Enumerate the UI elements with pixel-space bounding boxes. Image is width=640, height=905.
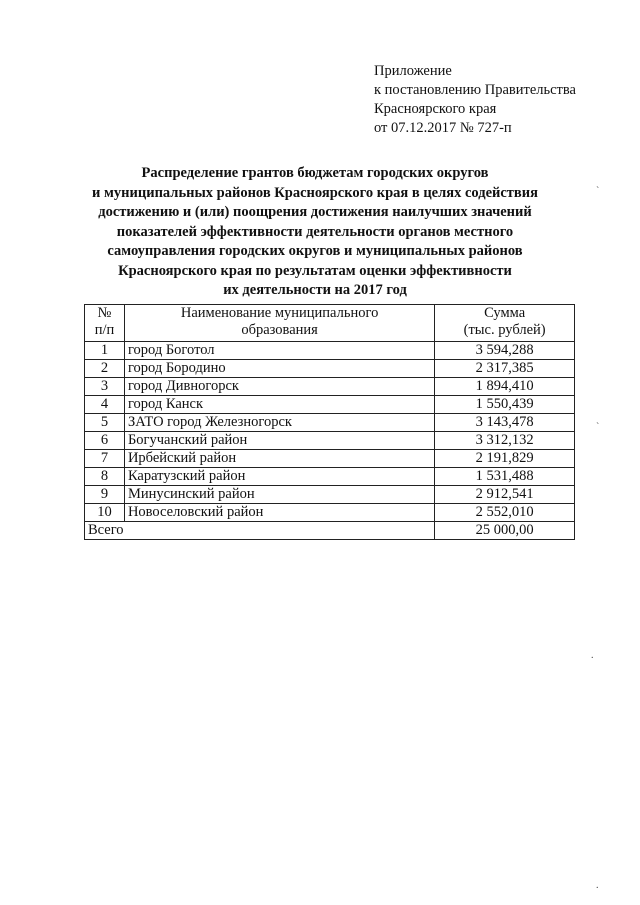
row-name: город Дивногорск: [124, 378, 434, 396]
row-name: город Канск: [124, 396, 434, 414]
appendix-block: [374, 62, 576, 138]
table-total-row: [85, 522, 575, 540]
title-line: самоуправления городских округов и муниципальных районов: [107, 243, 523, 259]
row-sum: 3 143,478: [435, 414, 575, 432]
row-sum: 2 191,829: [435, 450, 575, 468]
row-number: 9: [85, 486, 125, 504]
row-number: 10: [85, 504, 125, 522]
row-sum: 3 594,288: [435, 342, 575, 360]
header-number-line1: №: [97, 305, 112, 321]
appendix-line: Приложение: [374, 63, 452, 79]
table-row: [85, 486, 575, 504]
table-row: [85, 414, 575, 432]
row-number: 6: [85, 432, 125, 450]
row-name: Новоселовский район: [124, 504, 434, 522]
row-sum: 2 317,385: [435, 360, 575, 378]
table-row: [85, 450, 575, 468]
row-number: 7: [85, 450, 125, 468]
table-row: [85, 378, 575, 396]
appendix-line: Красноярского края: [374, 101, 497, 117]
scan-speck: `: [596, 186, 600, 197]
header-name-line2: образования: [241, 322, 318, 338]
scan-speck: .: [591, 650, 594, 661]
table-row: [85, 504, 575, 522]
row-sum: 1 550,439: [435, 396, 575, 414]
title-line: показателей эффективности деятельности органов местного: [116, 223, 514, 240]
table-row: [85, 396, 575, 414]
header-name-line1: Наименование муниципального: [180, 305, 379, 321]
row-number: 3: [85, 378, 125, 396]
row-name: ЗАТО город Железногорск: [124, 414, 434, 432]
document-title: [60, 164, 570, 301]
row-sum: 1 531,488: [435, 468, 575, 486]
row-name: Минусинский район: [124, 486, 434, 504]
row-number: 1: [85, 342, 125, 360]
row-sum: 2 552,010: [435, 504, 575, 522]
appendix-line: к постановлению Правительства: [374, 82, 576, 98]
table-row: [85, 432, 575, 450]
row-number: 5: [85, 414, 125, 432]
header-sum: [435, 305, 575, 342]
appendix-date-line: от 07.12.2017 № 727-п: [374, 120, 512, 136]
total-label: Всего: [85, 522, 435, 540]
title-line: их деятельности на 2017 год: [223, 282, 407, 298]
header-number-line2: п/п: [94, 322, 115, 338]
title-line: Красноярского края по результатам оценки эффективности: [118, 262, 512, 279]
row-name: Ирбейский район: [124, 450, 434, 468]
header-sum-line1: Сумма: [484, 305, 526, 321]
grants-table: [84, 304, 575, 540]
row-name: город Боготол: [124, 342, 434, 360]
header-number: [85, 305, 125, 342]
title-line: и муниципальных районов Красноярского края в целях содействия: [92, 184, 538, 201]
row-sum: 3 312,132: [435, 432, 575, 450]
table-row: [85, 360, 575, 378]
title-line: достижению и (или) поощрения достижения наилучших значений: [98, 204, 532, 220]
table-row: [85, 468, 575, 486]
header-name: [124, 305, 434, 342]
table-header-row: [85, 305, 575, 342]
row-number: 2: [85, 360, 125, 378]
row-name: город Бородино: [124, 360, 434, 378]
row-number: 4: [85, 396, 125, 414]
row-name: Каратузский район: [124, 468, 434, 486]
row-sum: 1 894,410: [435, 378, 575, 396]
row-name: Богучанский район: [124, 432, 434, 450]
table-row: [85, 342, 575, 360]
title-line: Распределение грантов бюджетам городских округов: [141, 165, 489, 181]
scan-speck: `: [596, 422, 600, 433]
scan-speck: .: [596, 880, 599, 891]
total-sum: 25 000,00: [435, 522, 575, 540]
row-sum: 2 912,541: [435, 486, 575, 504]
row-number: 8: [85, 468, 125, 486]
header-sum-line2: (тыс. рублей): [463, 322, 546, 338]
